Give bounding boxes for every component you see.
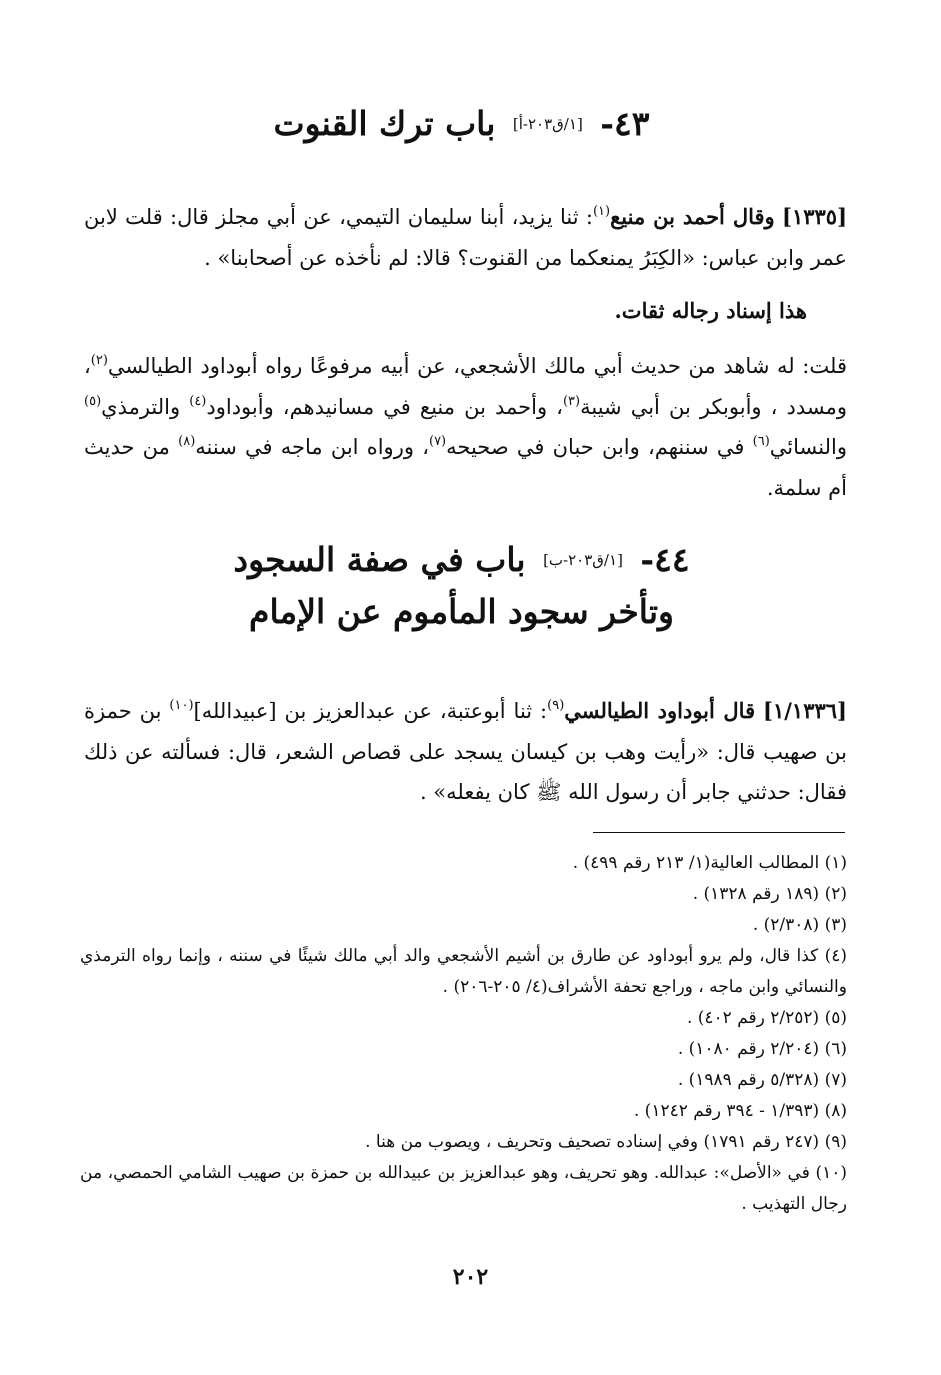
hadith-1336 bbox=[84, 691, 847, 813]
footnote-ref: (٣) bbox=[562, 393, 581, 409]
hadith-narrator: قال أبوداود الطيالسي bbox=[564, 698, 756, 723]
chapter-44-heading bbox=[78, 534, 845, 638]
hadith-text: : ثنا أبوعتبة، عن عبدالعزيز بن [عبيدالله] bbox=[193, 699, 548, 723]
commentary-text: من حديث أم سلمة. bbox=[84, 435, 847, 500]
commentary-text: ، وأحمد بن منيع في مسانيدهم، وأبوداود bbox=[206, 394, 563, 419]
hadith-narrator: وقال أحمد بن منيع bbox=[610, 204, 775, 229]
footnote-ref: (٦) bbox=[752, 434, 770, 449]
commentary-text: والنسائي bbox=[769, 435, 847, 459]
hadith-1335 bbox=[84, 197, 847, 278]
page-number: ٢٠٢ bbox=[452, 1264, 489, 1290]
footnote-ref: (٨) bbox=[178, 434, 196, 449]
footnote-item: (٩) (٢٤٧ رقم ١٧٩١) وفي إسناده تصحيف وتحريف ، ويصوب من هنا . bbox=[365, 1132, 847, 1152]
footnote-item: (٧) (٥/٣٢٨ رقم ١٩٨٩) . bbox=[677, 1070, 847, 1090]
footnote-item: (١) المطالب العالية(١/ ٢١٣ رقم ٤٩٩) . bbox=[572, 853, 847, 873]
commentary-text: ، ورواه ابن ماجه في سننه bbox=[195, 435, 429, 459]
footnote-item: (٤) كذا قال، ولم يرو أبوداود عن طارق بن أشيم الأشجعي والد أبي مالك شيئًا في سننه ، وإنما رواه الترمذي والنسائي وابن ماجه ، وراجع تحفة الأشراف(٤/ ٢٠٥-٢٠٦) . bbox=[80, 946, 847, 997]
commentary-text: في سننهم، وابن حبان في صحيحه bbox=[446, 435, 753, 459]
commentary-text: قلت: له شاهد من حديث أبي مالك الأشجعي، عن أبيه مرفوعًا رواه أبوداود الطيالسي bbox=[107, 354, 847, 378]
commentary-text: ، ومسدد ، وأبوبكر بن أبي شيبة bbox=[84, 354, 847, 419]
footnote-ref: (١) bbox=[592, 204, 611, 219]
footnote-item: (٢) (١٨٩ رقم ١٣٢٨) . bbox=[692, 884, 847, 904]
chapter-title: باب ترك القنوت bbox=[273, 104, 496, 143]
footnote-item: (٥) (٢/٢٥٢ رقم ٤٠٢) . bbox=[686, 1008, 847, 1028]
footnotes-list bbox=[80, 848, 847, 1220]
hadith-text: : ثنا يزيد، أبنا سليمان التيمي، عن أبي مجلز قال: قلت لابن عمر وابن عباس: «الكِبَرُ يمنعكما من القنوت؟ قالا: لم نأخذه عن أصحابنا» . bbox=[84, 205, 847, 270]
manuscript-ref: [١/ق٢٠٣-ب] bbox=[543, 551, 623, 569]
manuscript-ref: [١/ق٢٠٣-أ] bbox=[512, 115, 583, 133]
footnote-ref: (٩) bbox=[547, 698, 565, 713]
chapter-title-line2: وتأخر سجود المأموم عن الإمام bbox=[249, 592, 674, 631]
isnad-verdict: هذا إسناد رجاله ثقات. bbox=[614, 298, 807, 323]
chapter-title-line1: باب في صفة السجود bbox=[233, 540, 526, 579]
footnote-item: (١٠) في «الأصل»: عبدالله. وهو تحريف، وهو عبدالعزيز بن عبيدالله بن حمزة بن صهيب الشامي الحمصي، من رجال التهذيب . bbox=[80, 1163, 847, 1214]
chapter-number: ٤٣- bbox=[600, 104, 650, 143]
commentary-text: والترمذي bbox=[101, 394, 190, 419]
hadith-text: بن حمزة بن صهيب قال: «رأيت وهب بن كيسان يسجد على قصاص الشعر، قال: فسألته عن ذلك فقال: حدثني جابر أن رسول الله ﷺ كان يفعله» . bbox=[84, 699, 847, 804]
footnote-ref: (٥) bbox=[84, 393, 102, 409]
footnote-ref: (٧) bbox=[428, 434, 447, 449]
hadith-index: [١٣٣٥] bbox=[782, 204, 847, 229]
footnote-separator bbox=[593, 832, 845, 833]
footnote-ref: (٤) bbox=[189, 393, 207, 409]
footnote-item: (٨) (١/٣٩٣ - ٣٩٤ رقم ١٢٤٢) . bbox=[633, 1101, 847, 1121]
chapter-43-heading bbox=[78, 98, 845, 150]
commentary-paragraph bbox=[84, 346, 847, 508]
footnote-ref: (١٠) bbox=[169, 698, 194, 713]
footnote-ref: (٢) bbox=[90, 353, 108, 368]
hadith-index: [١/١٣٣٦] bbox=[763, 698, 847, 723]
chapter-number: ٤٤- bbox=[640, 540, 690, 579]
footnote-item: (٣) (٢/٣٠٨) . bbox=[752, 915, 847, 935]
footnote-item: (٦) (٢/٢٠٤ رقم ١٠٨٠) . bbox=[677, 1039, 847, 1059]
